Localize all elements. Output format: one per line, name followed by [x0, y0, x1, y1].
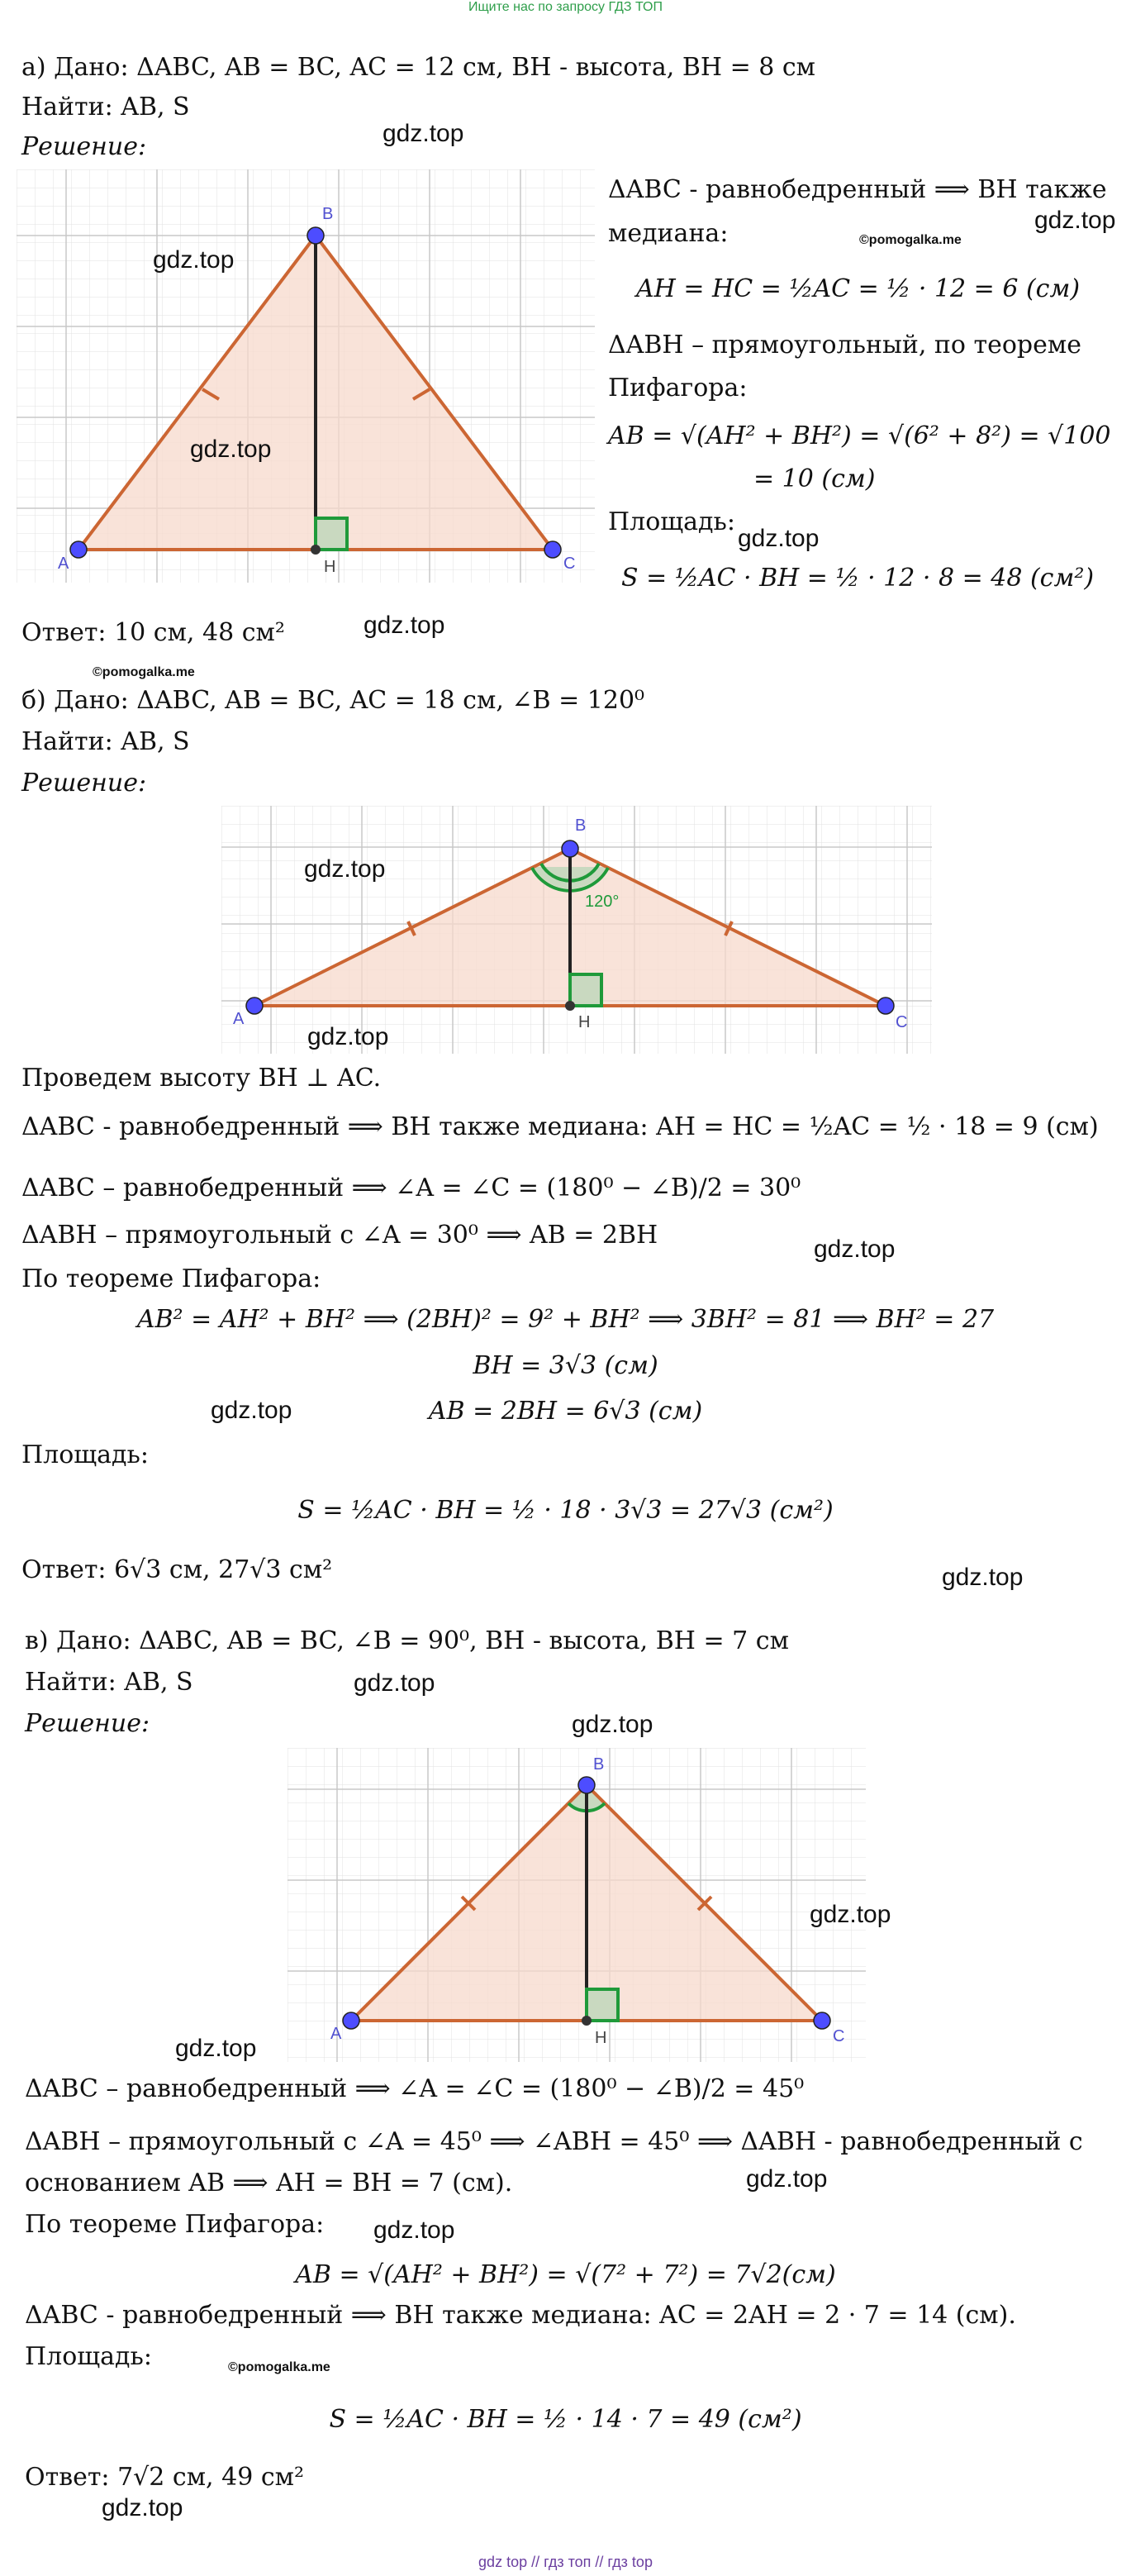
watermark: gdz.top [304, 855, 386, 883]
part-c-step-5: AB = √(AH² + BH²) = √(7² + 7²) = 7√2(см) [295, 2260, 836, 2289]
header-link[interactable]: Ищите нас по запросу ГДЗ ТОП [468, 0, 663, 14]
part-c-step-2: ΔABH – прямоугольный с ∠A = 45⁰ ⟹ ∠ABH = 45⁰ ⟹ ΔABH - равнобедренный с [25, 2127, 1083, 2156]
part-a-step-2: медиана: [608, 219, 729, 248]
watermark: gdz.top [190, 436, 272, 463]
label-b: B [322, 205, 334, 223]
part-a-step-1: ΔABC - равнобедренный ⟹ BH также [608, 175, 1107, 204]
label-c: C [563, 555, 576, 573]
part-b-solution-label: Решение: [21, 769, 147, 798]
right-angle-mark [316, 518, 347, 550]
watermark-pomogalka: ©pomogalka.me [859, 233, 962, 247]
label-h: H [324, 558, 336, 576]
part-c-figure [288, 1748, 866, 2062]
label-b: B [593, 1755, 605, 1774]
watermark: gdz.top [373, 2217, 455, 2244]
part-a-figure [17, 169, 595, 583]
watermark-pomogalka: ©pomogalka.me [228, 2360, 330, 2374]
footer-links[interactable]: gdz top // гдз топ // гдз top [478, 2554, 653, 2570]
part-a-solution-label: Решение: [21, 132, 147, 161]
watermark: gdz.top [738, 525, 820, 552]
point-h [565, 1001, 575, 1011]
part-c-find: Найти: AB, S [25, 1668, 193, 1697]
part-c-step-7: Площадь: [25, 2342, 152, 2371]
label-h: H [595, 2029, 607, 2047]
point-b [578, 1777, 595, 1793]
label-b: B [575, 817, 587, 835]
part-a-step-6: AB = √(AH² + BH²) = √(6² + 8²) = √100 [608, 421, 1111, 450]
point-b [562, 840, 578, 857]
point-b [307, 227, 324, 244]
label-c: C [833, 2027, 845, 2045]
part-b-step-8: AB = 2BH = 6√3 (см) [428, 1397, 703, 1426]
part-a-step-8: Площадь: [608, 507, 735, 536]
part-b-answer: Ответ: 6√3 см, 27√3 см² [21, 1555, 333, 1584]
part-b-step-10: S = ½AC · BH = ½ · 18 · 3√3 = 27√3 (см²) [297, 1496, 834, 1525]
watermark: gdz.top [810, 1901, 891, 1928]
part-c-solution-label: Решение: [25, 1709, 150, 1738]
watermark: gdz.top [102, 2494, 183, 2521]
right-angle-mark [570, 974, 601, 1006]
part-b-step-5: По теореме Пифагора: [21, 1264, 321, 1293]
point-h [582, 2016, 592, 2026]
part-b-given: б) Дано: ΔABC, AB = BC, AC = 18 см, ∠B = 120⁰ [21, 686, 645, 715]
part-b-step-9: Площадь: [21, 1440, 149, 1469]
watermark: gdz.top [364, 612, 445, 639]
part-c-given: в) Дано: ΔABC, AB = BC, ∠B = 90⁰, BH - высота, BH = 7 см [25, 1626, 789, 1655]
right-angle-mark [587, 1989, 618, 2021]
part-b-step-4: ΔABH – прямоугольный с ∠A = 30⁰ ⟹ AB = 2BH [21, 1221, 658, 1250]
label-h: H [578, 1013, 591, 1031]
label-a: A [233, 1010, 245, 1028]
part-b-step-7: BH = 3√3 (см) [473, 1351, 658, 1380]
part-c-step-1: ΔABC – равнобедренный ⟹ ∠A = ∠C = (180⁰ − ∠B)/2 = 45⁰ [25, 2074, 805, 2103]
point-a [343, 2012, 359, 2029]
watermark: gdz.top [307, 1023, 389, 1050]
point-c [544, 541, 561, 558]
watermark: gdz.top [814, 1236, 896, 1263]
point-a [246, 998, 263, 1014]
watermark: gdz.top [746, 2165, 828, 2193]
part-a-answer: Ответ: 10 см, 48 см² [21, 618, 285, 647]
watermark-pomogalka: ©pomogalka.me [93, 665, 195, 679]
watermark: gdz.top [572, 1711, 653, 1738]
part-c-step-4: По теореме Пифагора: [25, 2210, 325, 2239]
angle-label: 120° [585, 893, 620, 911]
part-b-step-6: AB² = AH² + BH² ⟹ (2BH)² = 9² + BH² ⟹ 3BH² = 81 ⟹ BH² = 27 [136, 1305, 995, 1334]
watermark: gdz.top [942, 1564, 1024, 1591]
part-a-step-9: S = ½AC · BH = ½ · 12 · 8 = 48 (см²) [621, 564, 1095, 593]
label-a: A [58, 555, 69, 573]
watermark: gdz.top [175, 2035, 257, 2062]
part-a-step-4: ΔABH – прямоугольный, по теореме [608, 331, 1081, 359]
part-c-step-8: S = ½AC · BH = ½ · 14 · 7 = 49 (см²) [329, 2405, 802, 2434]
part-b-step-3: ΔABC – равнобедренный ⟹ ∠A = ∠C = (180⁰ − ∠B)/2 = 30⁰ [21, 1174, 801, 1202]
watermark: gdz.top [354, 1669, 435, 1697]
part-c-answer: Ответ: 7√2 см, 49 см² [25, 2463, 304, 2492]
part-b-find: Найти: AB, S [21, 727, 190, 756]
point-c [877, 998, 894, 1014]
point-a [70, 541, 87, 558]
label-c: C [896, 1013, 908, 1031]
watermark: gdz.top [153, 246, 235, 274]
part-b-figure [221, 806, 932, 1054]
point-c [814, 2012, 830, 2029]
part-b-step-2: ΔABC - равнобедренный ⟹ BH также медиана: AH = HC = ½AC = ½ · 18 = 9 (см) [21, 1112, 1099, 1141]
watermark: gdz.top [1034, 207, 1116, 234]
part-a-step-5: Пифагора: [608, 374, 748, 402]
label-a: A [330, 2025, 342, 2043]
part-c-step-3: основанием AB ⟹ AH = BH = 7 (см). [25, 2169, 513, 2197]
part-a-step-3: AH = HC = ½AC = ½ · 12 = 6 (см) [636, 274, 1081, 303]
part-a-step-7: = 10 (см) [753, 464, 876, 493]
part-c-step-6: ΔABC - равнобедренный ⟹ BH также медиана: AC = 2AH = 2 · 7 = 14 (см). [25, 2301, 1016, 2330]
watermark: gdz.top [211, 1397, 292, 1424]
part-a-find: Найти: AB, S [21, 93, 190, 121]
part-a-given: а) Дано: ΔABC, AB = BC, AC = 12 см, BH - высота, BH = 8 см [21, 53, 815, 82]
watermark: gdz.top [383, 120, 464, 147]
point-h [311, 545, 321, 555]
part-b-step-1: Проведем высоту BH ⊥ AC. [21, 1064, 382, 1093]
